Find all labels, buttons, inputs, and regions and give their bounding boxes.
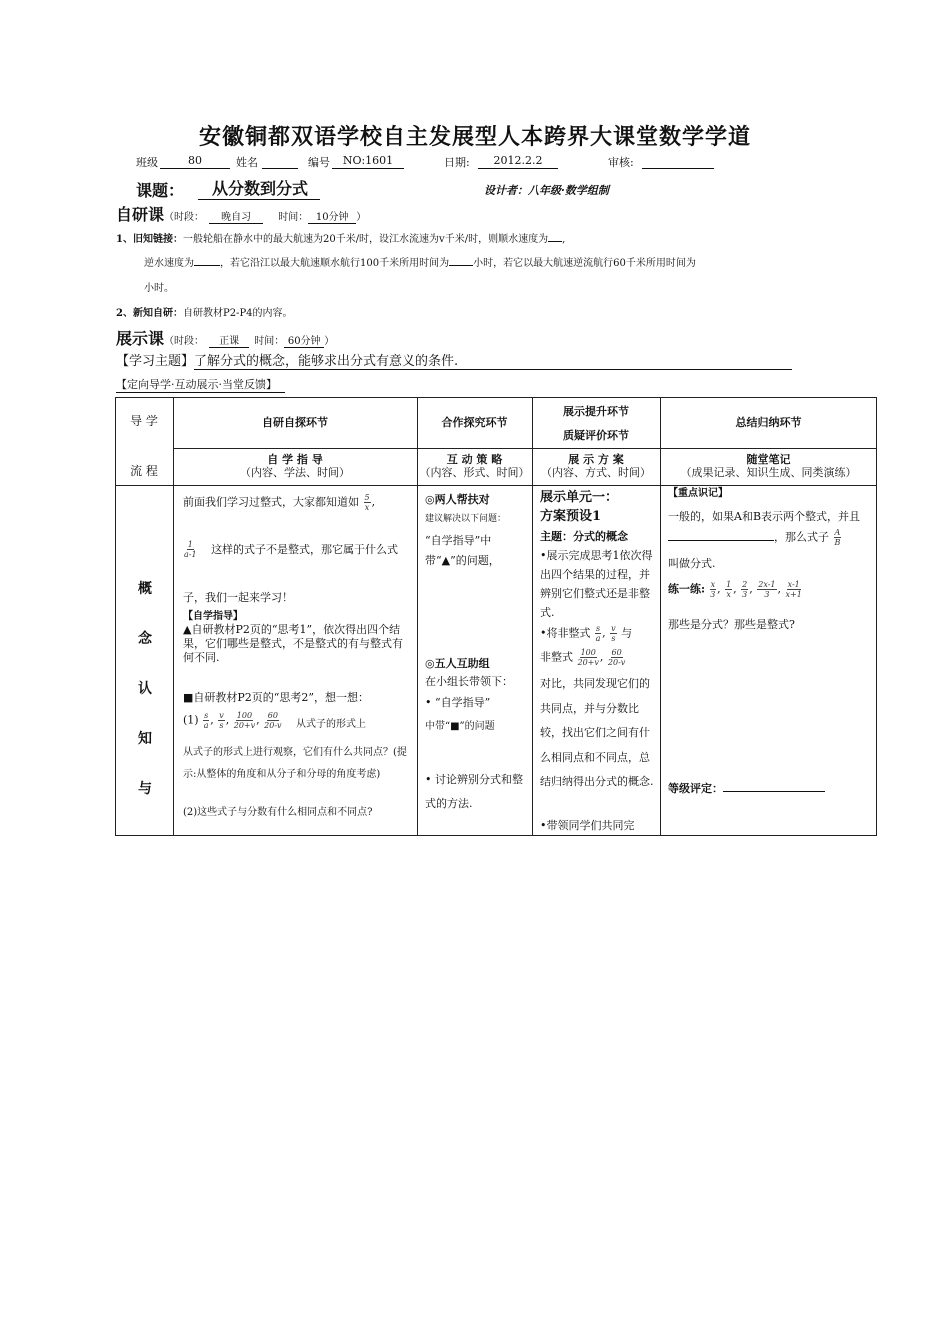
col1-head-b: 流 程 xyxy=(130,464,158,478)
c2-p5: (2)这些式子与分数有什么相同点和不同点? xyxy=(183,807,373,818)
c2-p2: ▲自研教材P2页的“思考1”，依次得出四个结果，它们哪些是整式，不是整式的有与整式有何不同. xyxy=(183,623,403,664)
self-study-duration-label: 时间： xyxy=(278,212,309,223)
col4-head-a: 展示提升环节 xyxy=(563,405,629,418)
answer-blank xyxy=(668,529,774,541)
topic-label: 课题： xyxy=(136,181,185,200)
c4-t4: •带领同学们共同完 xyxy=(540,819,635,832)
old-knowledge-line-1: 1、旧知链接：一般轮船在静水中的最大航速为20千米/时，设江水流速为v千米/时，则顺水速度为 , xyxy=(116,230,565,245)
c2-p4a: (1) xyxy=(183,713,199,727)
fraction-s-over-a: $\frac{s}{a}$ xyxy=(595,624,601,643)
show-class-close: ） xyxy=(324,336,335,347)
answer-blank xyxy=(449,254,473,266)
col2-head: 自研自探环节 xyxy=(262,416,328,429)
review-value xyxy=(642,154,714,169)
side-char: 念 xyxy=(138,631,152,647)
old-knowledge-line-2 xyxy=(144,254,696,269)
c3-t3b: 中带“■”的问题 xyxy=(425,721,495,732)
item2-label: 2、新知自研： xyxy=(116,308,183,319)
c2-p4b: 从式子的形式上进行观察，它们有什么共同点？(提示:从整体的角度和从分子和分母的角度考虑) xyxy=(183,747,407,780)
item1-text-a: 一般轮船在静水中的最大航速为20千米/时，设江水流速为v千米/时，则顺水速度为 xyxy=(182,234,549,245)
c4-t2c: 非整式 xyxy=(540,650,573,664)
show-class-duration-label: 时间： xyxy=(254,336,285,347)
col5-head: 总结归纳环节 xyxy=(735,416,802,429)
item1-text-b: 逆水速度为 xyxy=(144,258,194,269)
c3-t2: 在小组长带领下： xyxy=(425,675,513,688)
c4-t1: •展示完成思考1依次得出四个结果的过程，并辨别它们整式还是非整式. xyxy=(540,549,653,619)
c3-h2: ◎五人互助组 xyxy=(425,657,490,670)
col4-sub-a: 展 示 方 案 xyxy=(568,453,624,466)
c5-t3: 叫做分式. xyxy=(668,557,716,570)
fraction-2x-1-over-3: $\frac{2x-1}{3}$ xyxy=(758,580,776,599)
self-study-time-label: （时段： xyxy=(164,212,205,223)
col3-head: 合作探究环节 xyxy=(441,416,508,429)
c5-t1: 一般的，如果A和B表示两个整式，并且 xyxy=(668,510,861,523)
designer-note: 设计者：八年级·数学组制 xyxy=(484,184,609,197)
c3-t4: • 讨论辨别分式和整式的方法. xyxy=(425,773,523,810)
side-char: 知 xyxy=(138,731,152,747)
fraction-100-over-20-plus-v: $\frac{100}{20+v}$ xyxy=(577,648,599,667)
c3-t1: “自学指导”中带“▲”的问题， xyxy=(425,534,500,567)
c2-p4b-start: 从式子的形式上 xyxy=(296,719,366,730)
col5-sub-a: 随堂笔记 xyxy=(746,453,791,466)
learning-theme-label: 【学习主题】 xyxy=(116,354,195,369)
c3-h1: ◎两人帮扶对 xyxy=(425,493,490,506)
number-value: NO:1601 xyxy=(332,154,404,169)
c4-t2-line: •将非整式 $\frac{s}{a}$ , $\frac{v}{s}$ 与 xyxy=(540,624,633,643)
col2-sub-b: （内容、学法、时间） xyxy=(240,466,350,479)
fraction-s-over-a: $\frac{s}{a}$ xyxy=(203,711,209,730)
item1-label: 1、旧知链接： xyxy=(116,234,183,245)
new-knowledge-line xyxy=(116,304,293,319)
answer-blank xyxy=(548,230,562,242)
fraction-60-over-20-minus-v: $\frac{60}{20-v}$ xyxy=(264,711,282,730)
name-label: 姓名 xyxy=(236,156,258,169)
fraction-2-over-3: $\frac{2}{3}$ xyxy=(742,580,748,599)
fraction-x-1-over-x-plus-1: $\frac{x-1}{x+1}$ xyxy=(785,580,802,599)
c4-t2a: •将非整式 xyxy=(540,626,591,640)
c5-grade-line xyxy=(668,780,872,796)
c5-ex-label: 练一练: xyxy=(668,582,706,596)
number-label: 编号 xyxy=(308,156,330,169)
item1-text-e: 小时。 xyxy=(144,283,174,294)
date-value: 2012.2.2 xyxy=(478,154,558,169)
name-value xyxy=(262,154,298,169)
show-class-header xyxy=(116,326,334,349)
c2-intro: 前面我们学习过整式，大家都知道如 $\frac{5}{x}$ , xyxy=(183,493,376,512)
col3-sub-b: （内容、形式、时间） xyxy=(419,466,530,479)
self-study-duration: 10分钟 xyxy=(308,208,356,224)
learning-theme xyxy=(116,350,792,370)
col5-sub-b: （成果记录、知识生成、同类演练） xyxy=(680,466,857,479)
c2-fractions-line: (1) $\frac{s}{a}$ , $\frac{v}{s}$ , $\frac{100}{20+v}$ , $\frac{60}{20-v}$ xyxy=(183,711,282,730)
side-char: 认 xyxy=(138,681,152,697)
c5-exercise-line: 练一练: $\frac{x}{3}$ , $\frac{1}{x}$ , $\frac{2}{3}$ , $\frac{2x-1}{3}$ , $\frac{x-1}{x+1}$ xyxy=(668,580,802,599)
self-study-header xyxy=(116,202,366,225)
c5-ex-tail: 那些是分式？那些是整式? xyxy=(668,618,795,631)
page-title: 安徽铜都双语学校自主发展型人本跨界大课堂数学学道 xyxy=(198,124,751,150)
c5-t2-line xyxy=(668,528,872,547)
col3-sub-a: 互 动 策 略 xyxy=(446,453,503,466)
fraction-x-over-3: $\frac{x}{3}$ xyxy=(710,580,716,599)
side-char: 与 xyxy=(138,781,152,797)
c5-t2: ，那么式子 xyxy=(774,530,829,544)
show-class-time-label: （时段： xyxy=(164,336,205,347)
fraction-1-over-x: $\frac{1}{x}$ xyxy=(726,580,732,599)
guide-banner: 【定向导学·互动展示·当堂反馈】 xyxy=(116,376,285,393)
c5-h1: 【重点识记】 xyxy=(668,488,728,499)
c3-s1: 建议解决以下问题： xyxy=(425,514,507,524)
self-study-close: ） xyxy=(356,212,367,223)
self-study-period: 晚自习 xyxy=(209,208,263,224)
class-label: 班级 xyxy=(136,156,158,169)
grade-blank xyxy=(723,780,825,792)
col4-sub-b: （内容、方式、时间） xyxy=(541,466,651,479)
item1-text-d: 小时，若它以最大航速逆流航行60千米所用时间为 xyxy=(473,258,696,269)
c5-grade-label: 等级评定： xyxy=(668,782,723,795)
item1-text-c: ，若它沿江以最大航速顺水航行100千米所用时间为 xyxy=(220,258,450,269)
answer-blank xyxy=(194,254,220,266)
c4-t2c-line: 非整式 $\frac{100}{20+v}$ , $\frac{60}{20-v}$ xyxy=(540,648,626,667)
col2-sub-a: 自 学 指 导 xyxy=(267,453,323,466)
fraction-A-over-B: $\frac{A}{B}$ xyxy=(834,528,841,547)
c2-intro-2 xyxy=(183,540,411,559)
c4-h3: 主题：分式的概念 xyxy=(540,530,628,543)
col1-head-a: 导 学 xyxy=(130,414,158,428)
show-class-period: 正课 xyxy=(209,332,249,348)
fraction-1-over-a-1: $\frac{1}{a-1}$ xyxy=(184,540,197,559)
fraction-100-over-20-plus-v: $\frac{100}{20+v}$ xyxy=(233,711,256,730)
c2-guide-head: 【自学指导】 xyxy=(183,611,243,622)
c4-h1: 展示单元一： xyxy=(540,490,619,505)
show-class-heading: 展示课 xyxy=(116,329,165,348)
item2-text: 自研教材P2-P4的内容。 xyxy=(182,308,293,319)
fraction-60-over-20-minus-v: $\frac{60}{20-v}$ xyxy=(607,648,626,667)
topic-value: 从分数到分式 xyxy=(198,176,320,200)
date-label: 日期: xyxy=(444,156,470,169)
c2-p3: ■自研教材P2页的“思考2”，想一想： xyxy=(183,691,370,704)
c4-h2: 方案预设1 xyxy=(540,509,602,524)
class-value: 80 xyxy=(160,154,230,169)
table-rule xyxy=(173,448,877,449)
c2-p1a: 前面我们学习过整式，大家都知道如 xyxy=(183,495,359,509)
c4-t3: 对比，共同发现它们的共同点，并与分数比较，找出它们之间有什么相同点和不同点，总结归纳得出分式的概念. xyxy=(540,677,654,788)
side-char: 概 xyxy=(138,581,152,597)
show-class-duration: 60分钟 xyxy=(284,332,324,348)
c2-p1b: 这样的式子不是整式，那它属于什么式 xyxy=(211,542,399,556)
fraction-5-over-x: $\frac{5}{x}$ xyxy=(364,493,370,512)
self-study-heading: 自研课 xyxy=(116,205,165,224)
c2-p1c: 子，我们一起来学习！ xyxy=(183,591,293,604)
fraction-v-over-s: $\frac{v}{s}$ xyxy=(611,624,616,643)
col4-head-b: 质疑评价环节 xyxy=(563,429,629,442)
c3-t3a: • “自学指导” xyxy=(425,696,491,709)
fraction-v-over-s: $\frac{v}{s}$ xyxy=(219,711,224,730)
learning-theme-value: 了解分式的概念，能够求出分式有意义的条件. xyxy=(194,350,792,370)
c4-t2b: 与 xyxy=(621,626,633,640)
review-label: 审核: xyxy=(608,156,634,169)
